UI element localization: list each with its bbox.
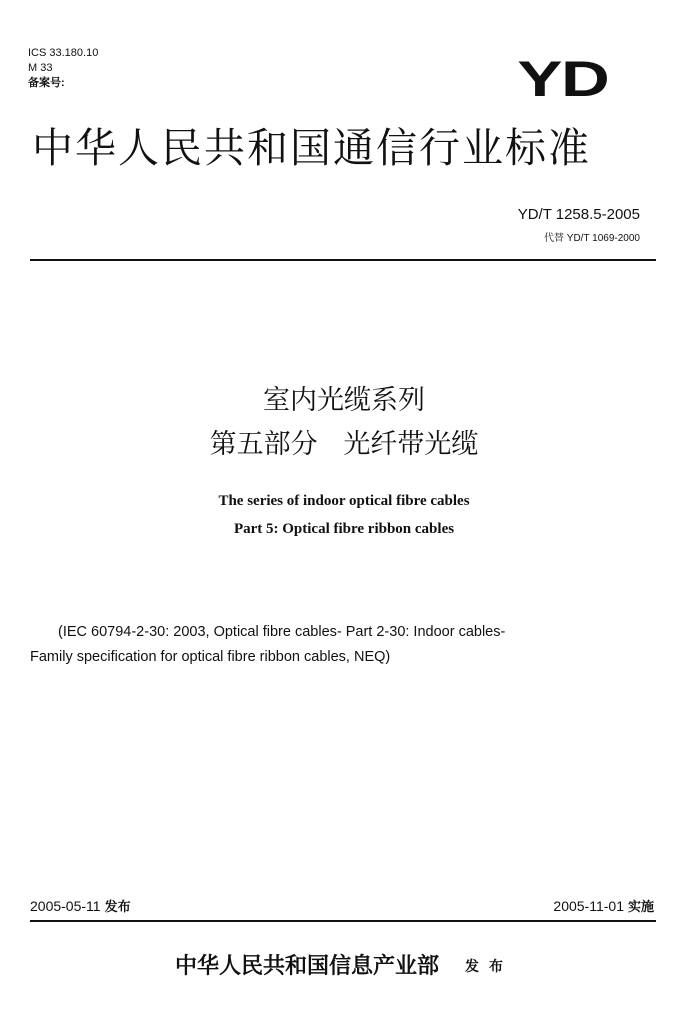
industry-standard-title: 中华人民共和国通信行业标准 [32,124,591,172]
yd-logo: YD [516,51,608,107]
chinese-title-line-1: 室内光缆系列 [263,385,425,416]
issuer-action: 发布 [465,959,513,975]
category-code: M 33 [28,62,53,74]
replaces-standard: 代替 YD/T 1069-2000 [544,233,640,244]
publish-date-block [30,897,131,916]
issuer-name: 中华人民共和国信息产业部 [174,953,439,979]
publish-label: 发布 [104,899,131,914]
standard-number-block [518,205,640,247]
iec-reference [30,620,660,670]
reference-line-1: (IEC 60794-2-30: 2003, Optical fibre cables- Part 2-30: Indoor cables- [58,624,506,640]
standard-number: YD/T 1258.5-2005 [517,206,640,223]
english-title-line-2: Part 5: Optical fibre ribbon cables [233,521,455,537]
ics-code: ICS 33.180.10 [28,47,99,59]
reference-line-2: Family specification for optical fibre ribbon cables, NEQ) [30,649,391,665]
header-divider [30,259,656,261]
footer-divider [30,920,656,922]
english-title-line-1: The series of indoor optical fibre cables [218,493,470,509]
implement-date: 2005-11-01 [553,898,624,914]
implement-label: 实施 [627,899,654,914]
chinese-title-line-2: 第五部分 光纤带光缆 [209,429,479,460]
implement-date-block [553,897,654,916]
issuing-authority [0,952,688,981]
filing-number-label: 备案号: [28,77,65,89]
publish-date: 2005-05-11 [30,898,101,914]
classification-block [28,46,98,91]
